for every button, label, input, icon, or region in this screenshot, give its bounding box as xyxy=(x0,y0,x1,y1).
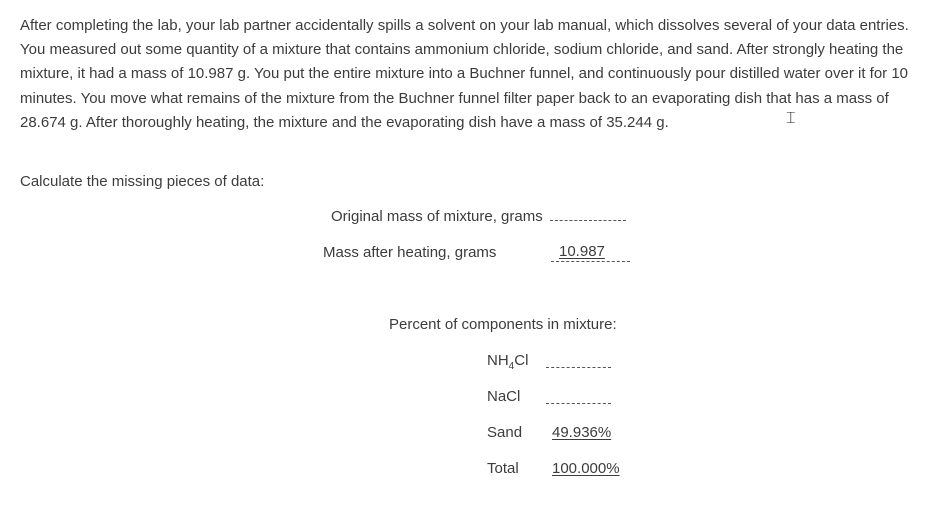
percent-heading: Percent of components in mixture: xyxy=(389,316,617,333)
nacl-value-field[interactable] xyxy=(546,389,611,411)
mass-after-heating-value-wrap[interactable] xyxy=(551,242,630,262)
mass-after-heating-value: 10.987 xyxy=(559,243,605,260)
original-mass-label: Original mass of mixture, grams xyxy=(331,208,543,225)
text-cursor-icon: ⌶ xyxy=(786,108,796,127)
total-value: 100.000% xyxy=(552,460,620,477)
sand-value: 49.936% xyxy=(552,424,612,441)
problem-prompt: Calculate the missing pieces of data: xyxy=(20,173,265,190)
total-value-field[interactable] xyxy=(546,458,620,480)
sand-label: Sand xyxy=(487,424,523,441)
nh4cl-label: $NH_4Cl$ xyxy=(487,352,529,372)
original-mass-row xyxy=(331,206,626,228)
nh4cl-value-field[interactable] xyxy=(546,353,611,375)
nacl-label: NaCl xyxy=(487,388,521,405)
mass-after-heating-row xyxy=(323,242,496,264)
total-label: Total xyxy=(487,460,519,477)
mass-after-heating-label: Mass after heating, grams xyxy=(323,244,497,261)
original-mass-blank[interactable] xyxy=(550,206,626,221)
problem-paragraph: After completing the lab, your lab partner accidentally spills a solvent on your lab manual, which dissolves several of your data entries. You measured out some quantity of a mixture that contains ammonium chloride, sodium chloride, and sand. After strongly heating the mixture, it had a mass of 10.987 g. You put the entire mixture into a Buchner funnel, and continuously pour distilled water over it for 10 minutes. You move what remains of the mixture from the Buchner funnel filter paper back to an evaporating dish that has a mass of 28.674 g. After thoroughly heating, the mixture and the evaporating dish have a mass of 35.244 g. xyxy=(20,17,909,131)
sand-value-field[interactable] xyxy=(546,422,617,444)
